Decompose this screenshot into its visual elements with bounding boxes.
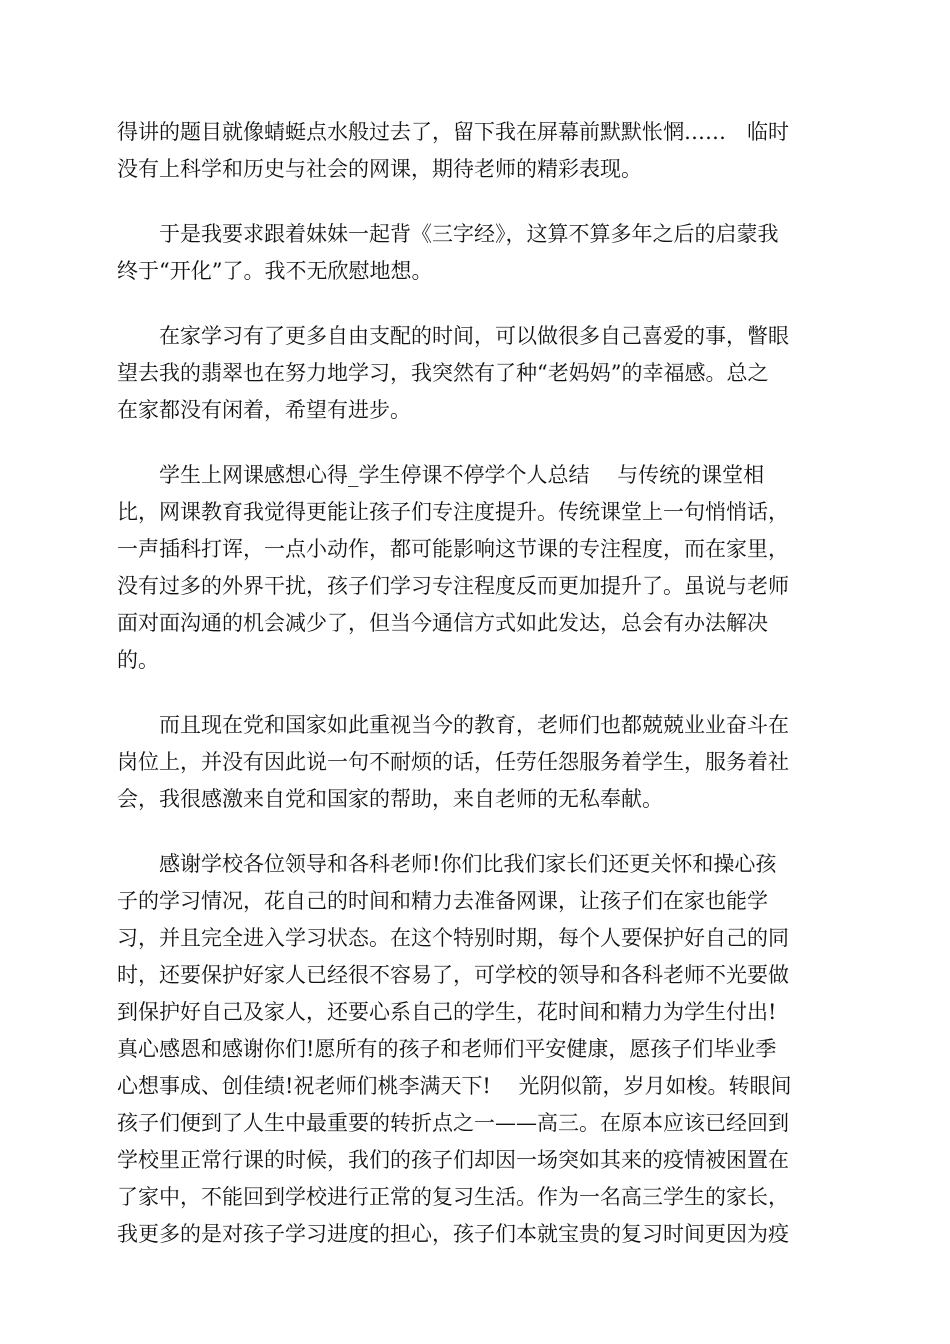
text-line: 在家都没有闲着，希望有进步。	[117, 398, 411, 422]
text-line: 终于“开化”了。我不无欣慰地想。	[117, 259, 433, 283]
paragraph	[117, 318, 833, 429]
paragraph	[117, 216, 833, 290]
text-line: 孩子们便到了人生中最重要的转折点之一——高三。在原本应该已经回到	[117, 1111, 789, 1135]
text-line: 岗位上，并没有因此说一句不耐烦的话，任劳任怨服务着学生，服务着社	[117, 750, 789, 774]
text-line: 心想事成、创佳绩!祝老师们桃李满天下! 光阴似箭，岁月如梭。转眼间	[117, 1074, 792, 1098]
text-line: 时，还要保护好家人已经很不容易了，可学校的领导和各科老师不光要做	[117, 963, 789, 987]
text-line: 到保护好自己及家人，还要心系自己的学生，花时间和精力为学生付出!	[117, 1000, 777, 1024]
text-line: 会，我很感激来自党和国家的帮助，来自老师的无私奉献。	[117, 787, 663, 811]
text-line: 面对面沟通的机会减少了，但当今通信方式如此发达，总会有办法解决	[117, 611, 768, 635]
text-line: 子的学习情况，花自己的时间和精力去准备网课，让孩子们在家也能学	[117, 889, 768, 913]
document-body	[117, 114, 833, 1281]
text-line: 得讲的题目就像蜻蜓点水般过去了，留下我在屏幕前默默怅惘…… 临时	[117, 120, 789, 144]
text-line: 没有上科学和历史与社会的网课，期待老师的精彩表现。	[117, 157, 642, 181]
paragraph	[117, 114, 833, 188]
text-line: 了家中，不能回到学校进行正常的复习生活。作为一名高三学生的家长，	[117, 1185, 789, 1209]
text-line: 学校里正常行课的时候，我们的孩子们却因一场突如其来的疫情被困置在	[117, 1148, 789, 1172]
text-line: 没有过多的外界干扰，孩子们学习专注程度反而更加提升了。虽说与老师	[117, 574, 789, 598]
text-line: 而且现在党和国家如此重视当今的教育，老师们也都兢兢业业奋斗在	[117, 713, 789, 737]
text-line: 在家学习有了更多自由支配的时间，可以做很多自己喜爱的事，瞥眼	[117, 324, 789, 348]
text-line: 真心感恩和感谢你们!愿所有的孩子和老师们平安健康，愿孩子们毕业季	[117, 1037, 777, 1061]
text-line: 望去我的翡翠也在努力地学习，我突然有了种“老妈妈”的幸福感。总之	[117, 361, 769, 385]
text-line: 我更多的是对孩子学习进度的担心，孩子们本就宝贵的复习时间更因为疫	[117, 1222, 789, 1246]
text-line: 比，网课教育我觉得更能让孩子们专注度提升。传统课堂上一句悄悄话，	[117, 500, 789, 524]
paragraph	[117, 457, 833, 679]
paragraph	[117, 707, 833, 818]
text-line: 学生上网课感想心得_学生停课不停学个人总结 与传统的课堂相	[117, 463, 765, 487]
text-line: 于是我要求跟着妹妹一起背《三字经》，这算不算多年之后的启蒙我	[117, 222, 779, 246]
text-line: 习，并且完全进入学习状态。在这个特别时期，每个人要保护好自己的同	[117, 926, 789, 950]
text-line: 的。	[117, 648, 159, 672]
text-line: 感谢学校各位领导和各科老师!你们比我们家长们还更关怀和操心孩	[117, 852, 777, 876]
text-line: 一声插科打诨，一点小动作，都可能影响这节课的专注程度，而在家里，	[117, 537, 789, 561]
paragraph	[117, 846, 833, 1253]
